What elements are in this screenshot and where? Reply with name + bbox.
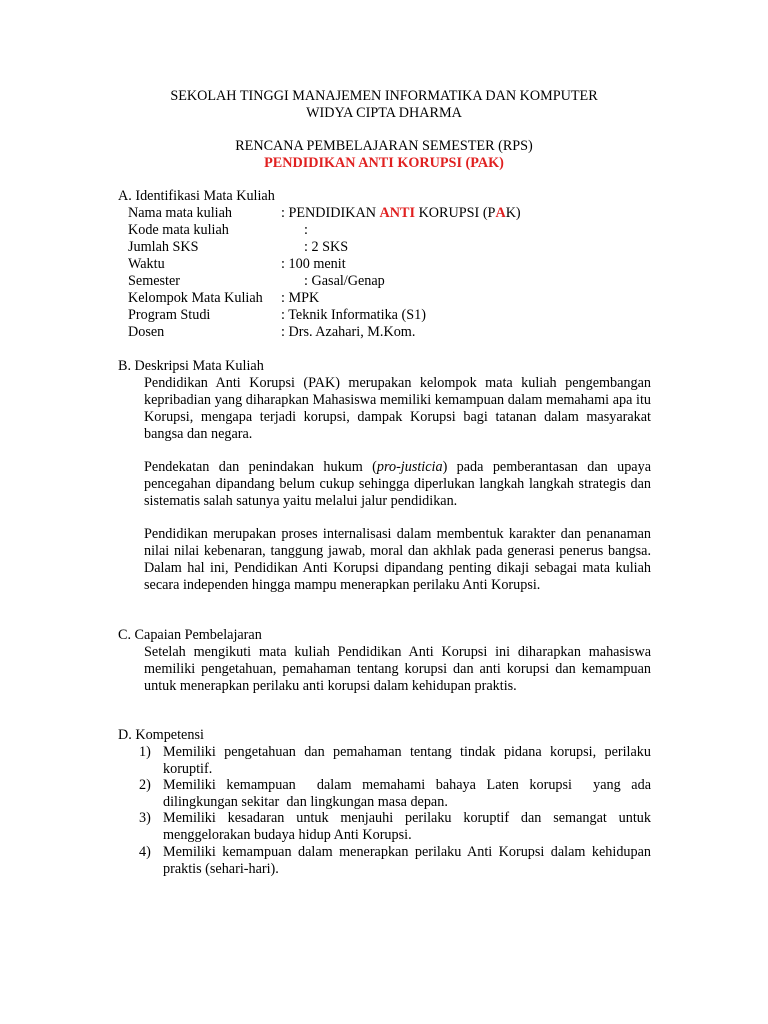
value-part: KORUPSI (P [415,205,496,221]
section-b-paragraph-2 [144,459,651,510]
value-part-highlight: A [495,205,506,221]
label-semester: Semester [128,273,181,289]
separator: : [281,290,285,306]
label-kode-mata-kuliah: Kode mata kuliah [128,222,229,238]
label-program-studi: Program Studi [128,307,211,323]
value-kelompok-mata-kuliah [281,290,319,307]
value-program-studi [281,307,426,324]
value-nama-mata-kuliah [281,205,521,222]
section-d-heading: D. Kompetensi [118,727,204,743]
separator: : [304,273,308,289]
list-item-number: 2) [139,777,151,793]
value-text: MPK [288,290,320,306]
separator: : [281,256,285,272]
value-semester [304,273,385,290]
section-a-heading: A. Identifikasi Mata Kuliah [118,188,275,204]
label-jumlah-sks: Jumlah SKS [128,239,199,255]
label-waktu: Waktu [128,256,165,272]
list-item-number: 3) [139,810,151,826]
list-item: Memiliki kesadaran untuk menjauhi perilaku koruptif dan semangat untuk menggelorakan budaya hidup Anti Korupsi. [163,810,651,843]
value-text: Gasal/Genap [311,273,385,289]
section-c-heading: C. Capaian Pembelajaran [118,627,262,643]
separator: : [304,222,308,238]
institution-name: SEKOLAH TINGGI MANAJEMEN INFORMATIKA DAN KOMPUTER [170,88,598,104]
label-nama-mata-kuliah: Nama mata kuliah [128,205,233,221]
value-part: K) [505,205,521,221]
section-c-paragraph: Setelah mengikuti mata kuliah Pendidikan Anti Korupsi ini diharapkan mahasiswa memiliki pengetahuan, pemahaman tentang korupsi dan anti korupsi dan kemampuan untuk menerapkan perilaku anti korupsi dalam kehidupan praktis. [144,644,651,694]
list-item-number: 1) [139,744,151,760]
separator: : [304,239,308,255]
section-b-heading: B. Deskripsi Mata Kuliah [118,358,264,374]
list-item: Memiliki pengetahuan dan pemahaman tentang tindak pidana korupsi, perilaku koruptif. [163,744,651,777]
course-title: PENDIDIKAN ANTI KORUPSI (PAK) [264,155,504,171]
value-dosen [281,324,415,341]
value-part: PENDIDIKAN [288,205,380,221]
section-b-paragraph-3: Pendidikan merupakan proses internalisasi dalam membentuk karakter dan penanaman nilai nilai kebenaran, tanggung jawab, moral dan akhlak pada generasi penerus bangsa. Dalam hal ini, Pendidikan Anti Korupsi dipandang penting dikaji sebagai mata kuliah secara independen hingga mampu menerapkan perilaku Anti Korupsi. [144,526,651,593]
value-jumlah-sks [304,239,348,256]
paragraph-italic-term: pro-justicia [376,459,443,475]
value-text: Drs. Azahari, M.Kom. [288,324,416,340]
list-item-number: 4) [139,844,151,860]
value-text: Teknik Informatika (S1) [288,307,426,323]
label-kelompok-mata-kuliah: Kelompok Mata Kuliah [128,290,263,306]
paragraph-text: ) pada pemberantasan dan upaya pencegahan dipandang belum cukup sehingga diperlukan langkah langkah strategis dan sistematis salah satunya yaitu melalui jalur pendidikan. [144,459,651,509]
separator: : [281,307,285,323]
value-text: 2 SKS [311,239,349,255]
separator: : [281,324,285,340]
value-text: 100 menit [288,256,346,272]
document-title: RENCANA PEMBELAJARAN SEMESTER (RPS) [235,138,533,154]
value-part-highlight: ANTI [379,205,416,221]
section-b-paragraph-1: Pendidikan Anti Korupsi (PAK) merupakan kelompok mata kuliah pengembangan kepribadian yang diharapkan Mahasiswa memiliki kemampuan dalam memahami apa itu Korupsi, mengapa terjadi korupsi, dampak Korupsi bagi tatanan dalam masyarakat bangsa dan negara. [144,375,651,442]
institution-subname: WIDYA CIPTA DHARMA [306,105,462,121]
value-waktu [281,256,346,273]
label-dosen: Dosen [128,324,165,340]
paragraph-text: Pendekatan dan penindakan hukum ( [144,459,377,475]
list-item: Memiliki kemampuan dalam menerapkan perilaku Anti Korupsi dalam kehidupan praktis (sehari-hari). [163,844,651,877]
list-item: Memiliki kemampuan dalam memahami bahaya Laten korupsi yang ada dilingkungan sekitar dan lingkungan masa depan. [163,777,655,810]
separator: : [281,205,285,221]
